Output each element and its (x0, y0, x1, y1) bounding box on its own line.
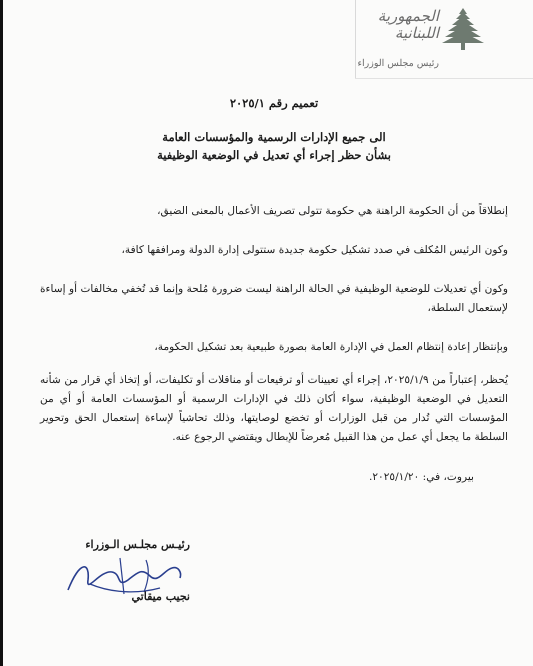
addressee: الى جميع الإدارات الرسمية والمؤسسات العامة (162, 130, 386, 144)
date-line: بيروت، في: ٢٠٢٥/١/٢٠. (368, 471, 474, 483)
paragraph-1: إنطلاقاً من أن الحكومة الراهنة هي حكومة تتولى تصريف الأعمال بالمعنى الضيق، (157, 205, 508, 217)
paragraph-5: يُحظر، إعتباراً من ٢٠٢٥/١/٩، إجراء أي تعيينات أو ترفيعات أو مناقلات أو تكليفات، أو إتخاذ أي قرار من شأنه التعديل في الوضعية الوظيفية، سواء أكان ذلك في الإدارات الرسمية أو المؤسسات العامة أو أي من المؤسسات التي تُدار من قبل الوزارات أو تخضع لوصايتها، وذلك تحاشياً لإساءة إستعمال الحق وتحوير السلطة ما يجعل أي عمل من هذا القبيل مُعرضاً للإبطال ويقتضي الرجوع عنه. (40, 374, 509, 443)
page-edge (0, 0, 3, 666)
circular-number: تعميم رقم ٢٠٢٥/١ (229, 96, 319, 110)
republic-line-1: الجمهورية (377, 7, 439, 25)
letterhead-divider-horizontal (355, 78, 533, 79)
subject: بشأن حظر إجراء أي تعديل في الوضعية الوظيفية (157, 148, 391, 162)
republic-name (349, 8, 439, 42)
paragraph-2: وكون الرئيس المُكلف في صدد تشكيل حكومة جديدة ستتولى إدارة الدولة ومرافقها كافة، (121, 244, 508, 256)
republic-line-2: اللبنانية (394, 24, 439, 42)
office-name: رئيس مجلس الوزراء (357, 58, 439, 69)
paragraph-4: وبإنتظار إعادة إنتظام العمل في الإدارة العامة بصورة طبيعية بعد تشكيل الحكومة، (154, 341, 508, 353)
signature-block (60, 528, 190, 628)
paragraph-3: وكون أي تعديلات للوضعية الوظيفية في الحالة الراهنة ليست ضرورة مُلحة وإنما قد تُخفي مخالفات أو إساءة لإستعمال السلطة، (40, 283, 508, 314)
document-body (40, 96, 508, 483)
letterhead (0, 0, 533, 86)
signature-title: رئيـس مجلـس الـوزراء (85, 538, 190, 551)
cedar-icon (440, 6, 486, 52)
signatory-name: نجيب ميقاتي (131, 590, 190, 603)
